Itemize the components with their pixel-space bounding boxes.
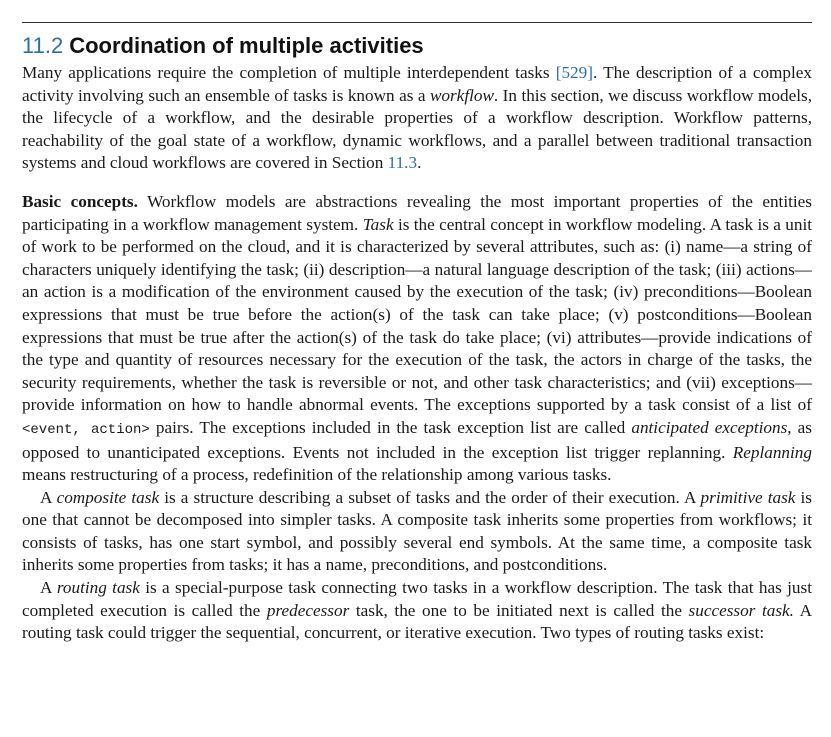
text-run: is a special-purpose task connecting two tasks in a workflow description. The task that has just completed execution is called the	[22, 578, 812, 620]
run-in-heading: Basic concepts.	[22, 191, 138, 211]
text-run: . The description of a complex activity involving such an ensemble of tasks is known as a	[22, 63, 812, 105]
emphasis: primitive task	[700, 487, 796, 507]
emphasis: Task	[362, 214, 394, 234]
section-heading	[22, 33, 812, 59]
section-title: Coordination of multiple activities	[69, 33, 424, 58]
emphasis: successor task.	[688, 600, 794, 620]
text-run: means restructuring of a process, redefinition of the relationship among various tasks.	[22, 465, 612, 485]
paragraph-intro	[22, 62, 812, 175]
code-inline: <event, action>	[22, 421, 150, 438]
paragraph-routing-task	[22, 577, 812, 645]
emphasis: composite task	[56, 487, 160, 507]
text-run: .	[417, 153, 422, 173]
text-run: Workflow models are abstractions revealing the most important properties of the entities participating in a workflow management system.	[22, 191, 812, 234]
text-run: pairs. The exceptions included in the task exception list are called	[149, 417, 632, 437]
page	[22, 0, 812, 645]
text-run: A	[40, 487, 57, 507]
emphasis: anticipated exceptions	[631, 417, 788, 437]
text-run: is the central concept in workflow modeling. A task is a unit of work to be performed on the cloud, and it is characterized by several attributes, such as: (i) name—a string of characters uniquely identifying the task; (ii) description—a natural language description of the task; (iii) actions—an action is a modification of the environment caused by the execution of the task; (iv) preconditions—Boolean expressions that must be true before the action(s) of the task can take place; (v) postconditions—Boolean expressions that must be true after the action(s) of the task do take place; (vi) attributes—provide indications of the type and quantity of resources necessary for the execution of the task, the actors in charge of the tasks, the security requirements, whether the task is reversible or not, and other task characteristics; and (vii) exceptions—provide information on how to handle abnormal events. The exceptions supported by a task consist of a list of	[22, 214, 812, 415]
section-ref-link[interactable]: 11.3	[387, 153, 418, 173]
emphasis: predecessor	[266, 600, 350, 620]
top-rule	[22, 22, 812, 23]
text-run: is one that cannot be decomposed into simpler tasks. A composite task inherits some properties from workflows; it consists of tasks, has one start symbol, and possibly several end symbols. At the same time, a composite task inherits some properties from tasks; it has a name, preconditions, and postconditions.	[22, 487, 812, 575]
text-run: task, the one to be initiated next is called the	[349, 600, 689, 620]
paragraph-composite-task	[22, 487, 812, 577]
text-run: Many applications require the completion of multiple interdependent tasks	[22, 63, 556, 82]
text-run: is a structure describing a subset of tasks and the order of their execution. A	[159, 487, 701, 507]
emphasis: routing task	[56, 578, 140, 598]
text-run: . In this section, we discuss workflow models, the lifecycle of a workflow, and the desirable properties of a workflow description. Workflow patterns, reachability of the goal state of a workflow, dynamic workflows, and a parallel between traditional transaction systems and cloud workflows are covered in Section	[22, 85, 812, 173]
section-number: 11.2	[22, 33, 64, 58]
emphasis: Replanning	[732, 442, 812, 462]
paragraph-basic-concepts	[22, 191, 812, 487]
text-run: A routing task could trigger the sequential, concurrent, or iterative execution. Two types of routing tasks exist:	[22, 600, 813, 643]
text-run: A	[40, 578, 57, 598]
text-run: , as opposed to unanticipated exceptions. Events not included in the exception list trigger replanning.	[22, 417, 812, 462]
emphasis: workflow	[429, 85, 494, 105]
citation-link[interactable]: [529]	[555, 63, 593, 82]
